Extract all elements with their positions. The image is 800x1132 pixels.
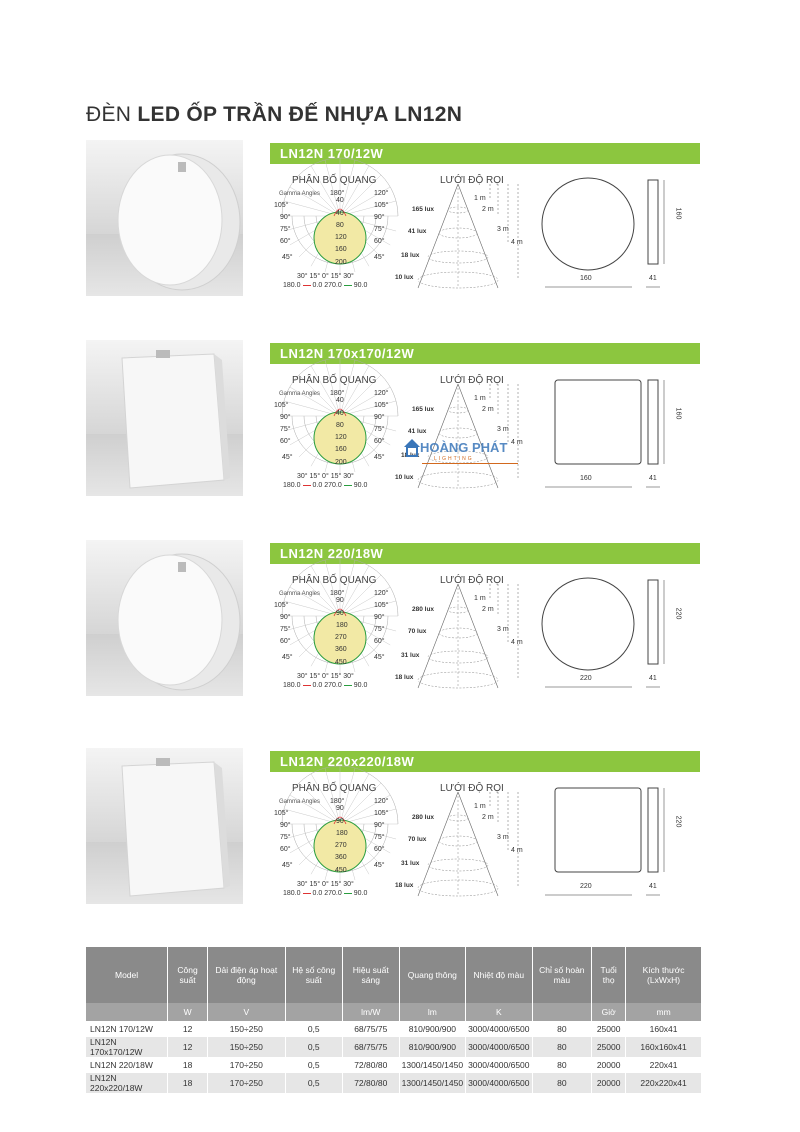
angle-75-right: 75° (374, 834, 385, 841)
polar-value-5: 200 (335, 459, 347, 466)
lux-4m: 18 lux (395, 882, 414, 889)
table-cell: 12 (168, 1021, 208, 1037)
polar-value-3: 120 (335, 434, 347, 441)
table-cell: 810/900/900 (399, 1037, 465, 1057)
col-header-8: Tuổi thọ (592, 947, 626, 1003)
luoi-do-roi-label: LƯỚI ĐỘ RỌI (440, 375, 504, 386)
polar-value-1: 40 (336, 210, 344, 217)
table-header-row (86, 947, 702, 1003)
polar-value-5: 450 (335, 867, 347, 874)
angle-75-left: 75° (280, 626, 291, 633)
lux-2m: 70 lux (408, 836, 427, 843)
polar-value-2: 80 (336, 422, 344, 429)
polar-value-4: 360 (335, 646, 347, 653)
distance-1m: 1 m (474, 195, 486, 202)
angle-105-left: 105° (274, 810, 289, 817)
watermark-sub: LIGHTING (434, 456, 474, 462)
angle-60-right: 60° (374, 846, 385, 853)
distance-2m: 2 m (482, 606, 494, 613)
polar-value-0: 90 (336, 805, 344, 812)
distance-2m: 2 m (482, 206, 494, 213)
lux-1m: 280 lux (412, 606, 435, 613)
polar-value-0: 40 (336, 197, 344, 204)
gamma-angles-label: Gamma Angles (279, 799, 321, 805)
lux-2m: 41 lux (408, 228, 427, 235)
angle-75-left: 75° (280, 226, 291, 233)
unit-4: lm/W (342, 1003, 399, 1021)
angle-75-left: 75° (280, 426, 291, 433)
unit-6: K (466, 1003, 532, 1021)
angle-105-left: 105° (274, 602, 289, 609)
col-header-2: Dải điện áp hoạt động (208, 947, 286, 1003)
face-dimension: 220 (580, 883, 592, 890)
polar-value-1: 40 (336, 410, 344, 417)
distance-4m: 4 m (511, 847, 523, 854)
angle-105-right: 105° (374, 202, 389, 209)
polar-value-4: 160 (335, 246, 347, 253)
side-width-dimension: 41 (649, 675, 657, 682)
table-cell: 25000 (592, 1037, 626, 1057)
face-dimension: 220 (580, 675, 592, 682)
distance-1m: 1 m (474, 595, 486, 602)
angle-90-right: 90° (374, 414, 385, 421)
angle-120-right: 120° (374, 590, 389, 597)
table-cell: 68/75/75 (342, 1037, 399, 1057)
angle-60-left: 60° (280, 638, 291, 645)
polar-value-5: 450 (335, 659, 347, 666)
col-header-1: Công suất (168, 947, 208, 1003)
table-cell: 160x41 (626, 1021, 702, 1037)
table-row (86, 1037, 702, 1057)
table-cell: 0,5 (285, 1021, 342, 1037)
product-section-4 (0, 748, 800, 958)
product-section-1 (0, 140, 800, 350)
polar-value-1: 90 (336, 818, 344, 825)
table-cell: 3000/4000/6500 (466, 1073, 532, 1093)
diagram-lines (0, 140, 800, 350)
product-name: LN12N 220/18W (280, 546, 384, 561)
angle-120-right: 120° (374, 190, 389, 197)
gamma-angles-label: Gamma Angles (279, 391, 321, 397)
angle-90-right: 90° (374, 614, 385, 621)
col-header-6: Nhiệt độ màu (466, 947, 532, 1003)
distance-4m: 4 m (511, 239, 523, 246)
angle-90-left: 90° (280, 822, 291, 829)
lux-3m: 31 lux (401, 860, 420, 867)
col-header-9: Kích thước (LxWxH) (626, 947, 702, 1003)
distance-3m: 3 m (497, 834, 509, 841)
lux-3m: 18 lux (401, 252, 420, 259)
angle-105-right: 105° (374, 402, 389, 409)
face-dimension: 160 (580, 275, 592, 282)
unit-7 (532, 1003, 592, 1021)
polar-value-4: 360 (335, 854, 347, 861)
table-cell: 25000 (592, 1021, 626, 1037)
angle-top: 180° (330, 390, 345, 397)
table-cell: 80 (532, 1057, 592, 1073)
side-width-dimension: 41 (649, 475, 657, 482)
distance-4m: 4 m (511, 639, 523, 646)
polar-value-3: 270 (335, 842, 347, 849)
table-cell: 18 (168, 1073, 208, 1093)
table-cell: LN12N 220/18W (86, 1057, 168, 1073)
distance-3m: 3 m (497, 426, 509, 433)
angle-105-right: 105° (374, 602, 389, 609)
legend: 180.0 0.0 270.0 90.0 (283, 890, 368, 897)
angle-75-right: 75° (374, 626, 385, 633)
table-cell: LN12N 170x170/12W (86, 1037, 168, 1057)
luoi-do-roi-label: LƯỚI ĐỘ RỌI (440, 575, 504, 586)
gamma-angles-label: Gamma Angles (279, 191, 321, 197)
table-cell: LN12N 170/12W (86, 1021, 168, 1037)
phan-bo-quang-label: PHÂN BỐ QUANG (292, 783, 377, 794)
luoi-do-roi-label: LƯỚI ĐỘ RỌI (440, 175, 504, 186)
distance-3m: 3 m (497, 226, 509, 233)
table-cell: 810/900/900 (399, 1021, 465, 1037)
angle-105-left: 105° (274, 402, 289, 409)
lux-1m: 280 lux (412, 814, 435, 821)
page-title (86, 103, 462, 127)
polar-value-2: 180 (336, 830, 348, 837)
side-height-dimension: 220 (674, 607, 682, 620)
distance-3m: 3 m (497, 626, 509, 633)
distance-2m: 2 m (482, 406, 494, 413)
diagram-lines (0, 340, 800, 550)
angle-90-left: 90° (280, 214, 291, 221)
watermark-text: HOÀNG PHÁT (420, 440, 508, 455)
spec-table (86, 947, 702, 1093)
unit-5: lm (399, 1003, 465, 1021)
polar-value-2: 80 (336, 222, 344, 229)
angle-top: 180° (330, 590, 345, 597)
unit-9: mm (626, 1003, 702, 1021)
table-cell: 12 (168, 1037, 208, 1057)
table-cell: 20000 (592, 1073, 626, 1093)
angle-90-left: 90° (280, 414, 291, 421)
unit-8: Giờ (592, 1003, 626, 1021)
table-units-row (86, 1003, 702, 1021)
table-cell: 1300/1450/1450 (399, 1073, 465, 1093)
unit-0 (86, 1003, 168, 1021)
table-cell: 72/80/80 (342, 1057, 399, 1073)
angle-60-right: 60° (374, 438, 385, 445)
distance-4m: 4 m (511, 439, 523, 446)
angle-top: 180° (330, 798, 345, 805)
angle-75-right: 75° (374, 426, 385, 433)
side-width-dimension: 41 (649, 883, 657, 890)
lux-3m: 31 lux (401, 652, 420, 659)
angle-105-right: 105° (374, 810, 389, 817)
table-cell: 80 (532, 1073, 592, 1093)
angle-45-left: 45° (282, 254, 293, 261)
angle-45-left: 45° (282, 862, 293, 869)
bottom-angles: 30° 15° 0° 15° 30° (297, 673, 354, 680)
house-icon (402, 436, 422, 458)
gamma-angles-label: Gamma Angles (279, 591, 321, 597)
table-cell: 220x41 (626, 1057, 702, 1073)
polar-value-5: 200 (335, 259, 347, 266)
table-cell: LN12N 220x220/18W (86, 1073, 168, 1093)
lux-1m: 165 lux (412, 406, 435, 413)
polar-value-0: 90 (336, 597, 344, 604)
bottom-angles: 30° 15° 0° 15° 30° (297, 881, 354, 888)
angle-120-right: 120° (374, 798, 389, 805)
col-header-7: Chỉ số hoàn màu (532, 947, 592, 1003)
product-name: LN12N 220x220/18W (280, 754, 415, 769)
col-header-3: Hệ số công suất (285, 947, 342, 1003)
col-header-4: Hiệu suất sáng (342, 947, 399, 1003)
distance-1m: 1 m (474, 803, 486, 810)
table-cell: 150÷250 (208, 1037, 286, 1057)
luoi-do-roi-label: LƯỚI ĐỘ RỌI (440, 783, 504, 794)
side-width-dimension: 41 (649, 275, 657, 282)
diagram-lines (0, 540, 800, 750)
table-cell: 1300/1450/1450 (399, 1057, 465, 1073)
table-cell: 170÷250 (208, 1057, 286, 1073)
unit-3 (285, 1003, 342, 1021)
product-section-3 (0, 540, 800, 750)
table-row (86, 1057, 702, 1073)
polar-value-2: 180 (336, 622, 348, 629)
watermark-logo (402, 436, 508, 463)
angle-45-right: 45° (374, 254, 385, 261)
angle-top: 180° (330, 190, 345, 197)
angle-45-right: 45° (374, 654, 385, 661)
table-cell: 0,5 (285, 1073, 342, 1093)
angle-90-right: 90° (374, 822, 385, 829)
col-header-0: Model (86, 947, 168, 1003)
angle-105-left: 105° (274, 202, 289, 209)
face-dimension: 160 (580, 475, 592, 482)
angle-75-left: 75° (280, 834, 291, 841)
table-cell: 3000/4000/6500 (466, 1057, 532, 1073)
polar-value-1: 90 (336, 610, 344, 617)
angle-45-right: 45° (374, 454, 385, 461)
product-name: LN12N 170x170/12W (280, 346, 415, 361)
lux-4m: 18 lux (395, 674, 414, 681)
angle-45-left: 45° (282, 454, 293, 461)
distance-2m: 2 m (482, 814, 494, 821)
diagram-lines (0, 748, 800, 958)
lux-3m: 18 lux (401, 452, 420, 459)
angle-120-right: 120° (374, 390, 389, 397)
table-cell: 0,5 (285, 1057, 342, 1073)
phan-bo-quang-label: PHÂN BỐ QUANG (292, 175, 377, 186)
table-cell: 20000 (592, 1057, 626, 1073)
bottom-angles: 30° 15° 0° 15° 30° (297, 473, 354, 480)
table-cell: 3000/4000/6500 (466, 1037, 532, 1057)
table-cell: 80 (532, 1037, 592, 1057)
table-cell: 80 (532, 1021, 592, 1037)
page-title-light: ĐÈN (86, 103, 132, 126)
polar-value-3: 120 (335, 234, 347, 241)
lux-2m: 70 lux (408, 628, 427, 635)
polar-value-0: 40 (336, 397, 344, 404)
table-row (86, 1073, 702, 1093)
legend: 180.0 0.0 270.0 90.0 (283, 282, 368, 289)
angle-60-left: 60° (280, 846, 291, 853)
unit-2: V (208, 1003, 286, 1021)
angle-45-right: 45° (374, 862, 385, 869)
angle-60-left: 60° (280, 238, 291, 245)
phan-bo-quang-label: PHÂN BỐ QUANG (292, 575, 377, 586)
side-height-dimension: 160 (674, 207, 682, 220)
table-cell: 150÷250 (208, 1021, 286, 1037)
table-cell: 18 (168, 1057, 208, 1073)
angle-60-left: 60° (280, 438, 291, 445)
polar-value-4: 160 (335, 446, 347, 453)
polar-value-3: 270 (335, 634, 347, 641)
product-section-2 (0, 340, 800, 550)
distance-1m: 1 m (474, 395, 486, 402)
bottom-angles: 30° 15° 0° 15° 30° (297, 273, 354, 280)
lux-2m: 41 lux (408, 428, 427, 435)
angle-75-right: 75° (374, 226, 385, 233)
unit-1: W (168, 1003, 208, 1021)
table-cell: 72/80/80 (342, 1073, 399, 1093)
legend: 180.0 0.0 270.0 90.0 (283, 682, 368, 689)
lux-4m: 10 lux (395, 274, 414, 281)
angle-45-left: 45° (282, 654, 293, 661)
col-header-5: Quang thông (399, 947, 465, 1003)
table-cell: 3000/4000/6500 (466, 1021, 532, 1037)
table-cell: 68/75/75 (342, 1021, 399, 1037)
side-height-dimension: 160 (674, 407, 682, 420)
angle-90-left: 90° (280, 614, 291, 621)
table-cell: 0,5 (285, 1037, 342, 1057)
lux-1m: 165 lux (412, 206, 435, 213)
side-height-dimension: 220 (674, 815, 682, 828)
table-cell: 170÷250 (208, 1073, 286, 1093)
page-title-bold: LED ỐP TRẦN ĐẾ NHỰA LN12N (137, 103, 463, 126)
table-row (86, 1021, 702, 1037)
phan-bo-quang-label: PHÂN BỐ QUANG (292, 375, 377, 386)
table-cell: 160x160x41 (626, 1037, 702, 1057)
angle-60-right: 60° (374, 238, 385, 245)
angle-90-right: 90° (374, 214, 385, 221)
legend: 180.0 0.0 270.0 90.0 (283, 482, 368, 489)
product-name: LN12N 170/12W (280, 146, 384, 161)
table-cell: 220x220x41 (626, 1073, 702, 1093)
table-body (86, 1021, 702, 1093)
angle-60-right: 60° (374, 638, 385, 645)
lux-4m: 10 lux (395, 474, 414, 481)
